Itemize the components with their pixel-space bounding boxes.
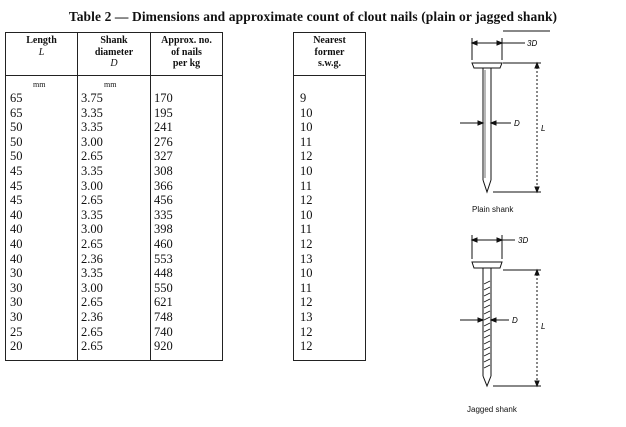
plain-shank-caption: Plain shank [472,205,514,214]
column-divider [77,33,78,360]
swg-cell: 12 [300,295,313,310]
swg-cell: 12 [300,324,313,339]
unit-diameter: mm [104,80,117,89]
column-swg [300,91,313,354]
header-divider [294,75,365,76]
plain-head-dim-label: 3D [527,39,538,48]
count-cell: 740 [154,324,173,339]
header-count-label-1: Approx. no. [161,35,212,46]
header-count [151,35,222,70]
count-cell: 308 [154,163,173,178]
jagged-shank-dim-label: D [512,316,518,325]
length-cell: 50 [10,120,23,135]
diameter-cell: 2.65 [81,149,103,164]
diameter-cell: 3.00 [81,222,103,237]
diameter-cell: 3.35 [81,120,103,135]
swg-cell: 12 [300,236,313,251]
length-cell: 20 [10,339,23,354]
swg-cell: 11 [300,178,313,193]
diameter-cell: 3.00 [81,280,103,295]
length-cell: 30 [10,280,23,295]
header-diameter [78,35,150,70]
jagged-shank-nail-diagram [445,228,565,398]
jagged-head-dim-label: 3D [518,236,529,245]
diameter-cell: 2.65 [81,324,103,339]
diameter-cell: 2.36 [81,251,103,266]
dimensions-table [5,32,223,361]
length-cell: 30 [10,309,23,324]
unit-length: mm [33,80,46,89]
length-cell: 50 [10,134,23,149]
count-cell: 170 [154,91,173,105]
swg-cell: 10 [300,266,313,281]
swg-cell: 10 [300,207,313,222]
length-cell: 40 [10,251,23,266]
diameter-cell: 3.35 [81,207,103,222]
length-cell: 65 [10,105,23,120]
header-count-label-2: of nails [171,46,202,58]
plain-shank-nail-diagram [445,30,565,215]
header-swg-label-2: former [314,46,345,58]
diameter-cell: 3.00 [81,178,103,193]
length-cell: 40 [10,207,23,222]
header-length [6,35,77,58]
jagged-length-dim-label: L [541,322,546,331]
count-cell: 398 [154,222,173,237]
count-cell: 550 [154,280,173,295]
length-cell: 30 [10,266,23,281]
length-cell: 40 [10,222,23,237]
length-cell: 25 [10,324,23,339]
header-diameter-symbol: D [110,58,118,69]
swg-cell: 12 [300,149,313,164]
diameter-cell: 3.00 [81,134,103,149]
length-cell: 40 [10,236,23,251]
count-cell: 448 [154,266,173,281]
swg-cell: 10 [300,120,313,135]
count-cell: 920 [154,339,173,354]
plain-shank-dim-label: D [514,119,520,128]
header-swg-label-1: Nearest [313,35,346,46]
length-cell: 65 [10,91,23,105]
header-count-label-3: per kg [172,58,201,69]
diameter-cell: 3.35 [81,105,103,120]
length-cell: 50 [10,149,23,164]
diameter-cell: 2.65 [81,236,103,251]
count-cell: 456 [154,193,173,208]
header-length-symbol: L [38,46,45,58]
swg-cell: 12 [300,193,313,208]
jagged-shank-caption: Jagged shank [467,405,517,414]
diameter-cell: 2.36 [81,309,103,324]
diameter-cell: 2.65 [81,295,103,310]
count-cell: 366 [154,178,173,193]
swg-cell: 11 [300,134,313,149]
header-swg-label-3: s.w.g. [317,58,342,69]
count-cell: 460 [154,236,173,251]
header-swg [294,35,365,70]
diameter-cell: 3.35 [81,266,103,281]
table-title: Table 2 — Dimensions and approximate count of clout nails (plain or jagged shank) [68,9,558,24]
count-cell: 241 [154,120,173,135]
header-diameter-label-1: Shank [100,35,128,46]
count-cell: 621 [154,295,173,310]
swg-cell: 13 [300,309,313,324]
column-divider [150,33,151,360]
count-cell: 553 [154,251,173,266]
diameter-cell: 2.65 [81,193,103,208]
swg-cell: 10 [300,163,313,178]
diameter-cell: 2.65 [81,339,103,354]
length-cell: 45 [10,178,23,193]
swg-cell: 11 [300,280,313,295]
length-cell: 45 [10,163,23,178]
swg-cell: 13 [300,251,313,266]
column-count [154,91,173,354]
count-cell: 327 [154,149,173,164]
header-diameter-label-2: diameter [94,46,134,58]
header-divider [6,75,222,76]
plain-length-dim-label: L [541,124,546,133]
diameter-cell: 3.35 [81,163,103,178]
swg-cell: 9 [300,91,307,105]
swg-cell: 11 [300,222,313,237]
header-length-label: Length [26,35,57,46]
swg-table [293,32,366,361]
length-cell: 30 [10,295,23,310]
count-cell: 335 [154,207,173,222]
count-cell: 748 [154,309,173,324]
column-length [10,91,23,354]
length-cell: 45 [10,193,23,208]
count-cell: 195 [154,105,173,120]
column-diameter [81,91,103,354]
diameter-cell: 3.75 [81,91,103,105]
swg-cell: 12 [300,339,313,354]
count-cell: 276 [154,134,173,149]
swg-cell: 10 [300,105,313,120]
